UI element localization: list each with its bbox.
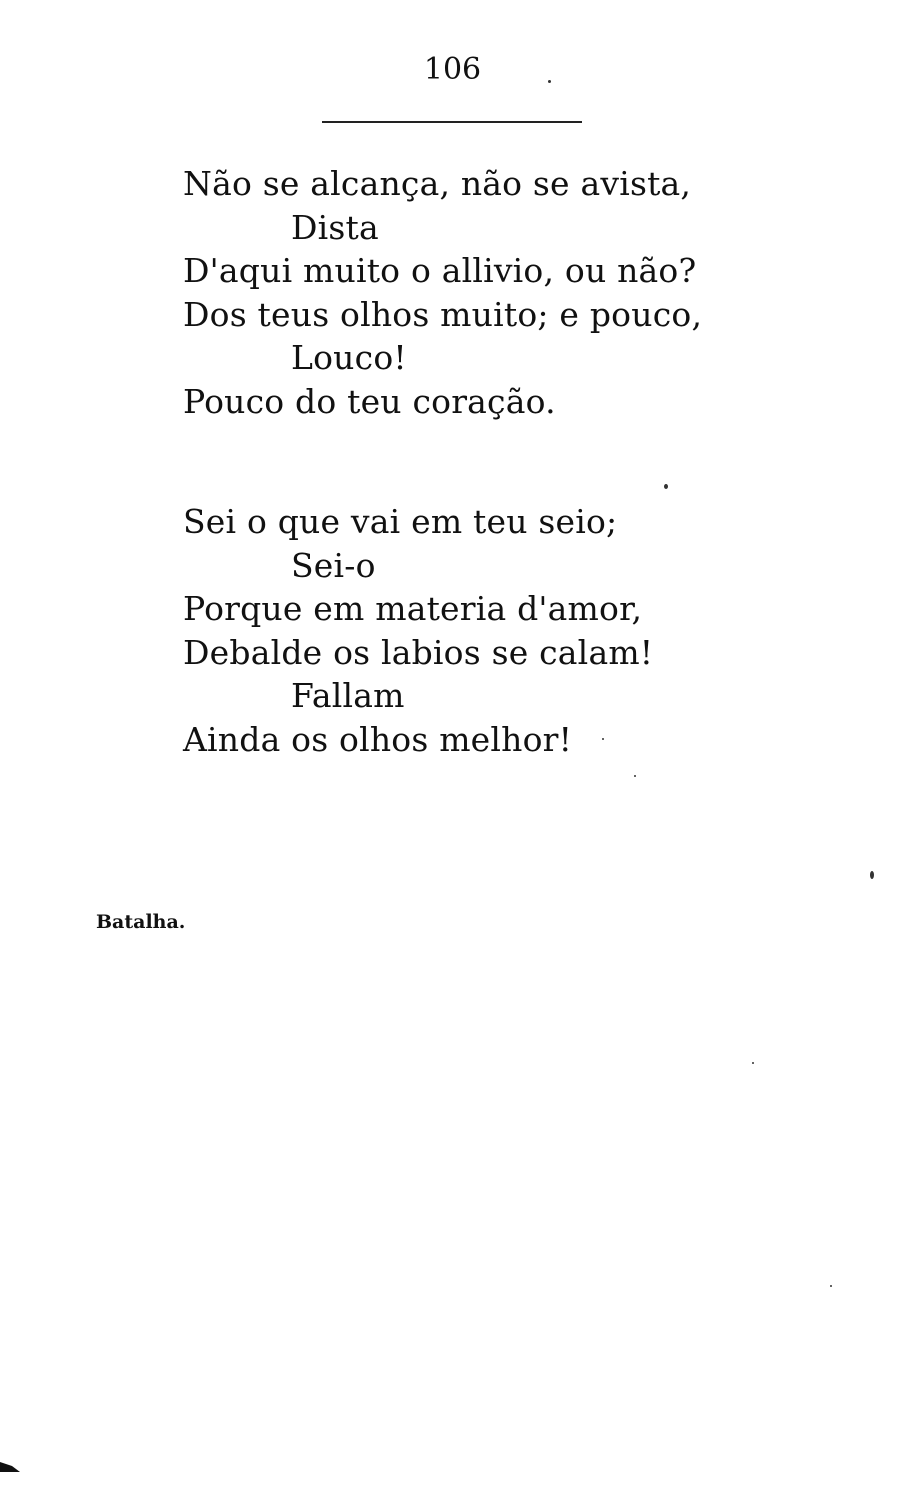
verse-line: Debalde os labios se calam!: [183, 632, 654, 672]
place-name: Batalha.: [96, 911, 186, 933]
verse-line: Dos teus olhos muito; e pouco,: [183, 294, 703, 334]
verse-line: Não se alcança, não se avista,: [183, 164, 692, 203]
header-rule: [322, 121, 582, 123]
scan-speck: [870, 871, 874, 879]
scan-speck: [752, 1062, 754, 1064]
stanza-2: [183, 500, 653, 761]
verse-line: Sei o que vai em teu seio;: [183, 502, 618, 541]
verse-line: Dista: [291, 207, 379, 247]
verse-line: Louco!: [291, 338, 407, 377]
stanza-1: [183, 162, 702, 423]
verse-line: Sei-o: [291, 545, 376, 585]
scan-speck: [548, 80, 551, 83]
verse-line: D'aqui muito o allivio, ou não?: [183, 251, 697, 290]
verse-line: Pouco do teu coração.: [183, 381, 556, 421]
page-number: 106: [423, 52, 482, 87]
scan-edge-mark: [0, 1462, 20, 1472]
scan-speck: [634, 775, 636, 777]
verse-line: Ainda os olhos melhor!: [183, 719, 573, 759]
scan-speck: [830, 1285, 832, 1287]
scan-speck: [664, 484, 668, 489]
scan-speck: [602, 738, 604, 740]
verse-line: Porque em materia d'amor,: [183, 589, 643, 628]
verse-line: Fallam: [291, 676, 405, 715]
